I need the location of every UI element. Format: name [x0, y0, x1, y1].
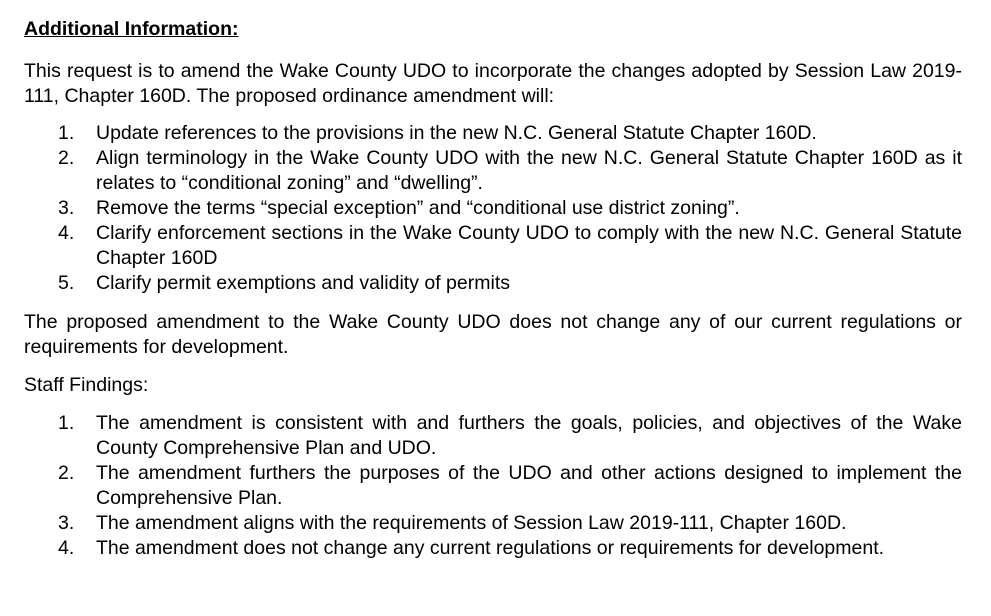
list-item	[24, 221, 962, 271]
section-heading: Additional Information:	[24, 18, 239, 40]
list-item-text: Remove the terms “special exception” and “conditional use district zoning”.	[96, 197, 740, 219]
list-item	[24, 411, 962, 461]
list-item	[24, 196, 962, 221]
list-item-text: The amendment aligns with the requirements of Session Law 2019-111, Chapter 160D.	[96, 512, 847, 534]
closing-paragraph: The proposed amendment to the Wake County UDO does not change any of our current regulations or requirements for development.	[24, 311, 962, 358]
list-item-number: 4.	[58, 537, 75, 559]
list-item-text: Align terminology in the Wake County UDO with the new N.C. General Statute Chapter 160D as it relates to “conditional zoning” and “dwelling”.	[96, 147, 962, 194]
list-item-number: 4.	[58, 222, 75, 244]
list-item-text: The amendment does not change any current regulations or requirements for development.	[96, 537, 885, 559]
list-item	[24, 461, 962, 511]
list-item	[24, 271, 962, 296]
list-item	[24, 536, 962, 561]
list-item-text: Clarify permit exemptions and validity of permits	[96, 272, 510, 294]
list-item-text: Update references to the provisions in the new N.C. General Statute Chapter 160D.	[96, 122, 817, 144]
amendment-list	[24, 121, 962, 296]
findings-list	[24, 411, 962, 561]
list-item-number: 3.	[58, 197, 75, 219]
list-item-text: Clarify enforcement sections in the Wake County UDO to comply with the new N.C. General Statute Chapter 160D	[96, 222, 962, 269]
list-item	[24, 511, 962, 536]
list-item-number: 2.	[58, 147, 75, 169]
list-item-number: 5.	[58, 272, 75, 294]
intro-paragraph: This request is to amend the Wake County UDO to incorporate the changes adopted by Session Law 2019-111, Chapter 160D. The proposed ordinance amendment will:	[24, 60, 962, 107]
list-item-number: 2.	[58, 462, 75, 484]
list-item	[24, 146, 962, 196]
list-item-number: 1.	[58, 412, 75, 434]
list-item-number: 3.	[58, 512, 75, 534]
list-item-text: The amendment is consistent with and furthers the goals, policies, and objectives of the Wake County Comprehensive Plan and UDO.	[96, 412, 962, 459]
document-page	[24, 17, 962, 561]
list-item-number: 1.	[58, 122, 75, 144]
list-item	[24, 121, 962, 146]
staff-findings-label: Staff Findings:	[24, 374, 149, 396]
list-item-text: The amendment furthers the purposes of the UDO and other actions designed to implement the Comprehensive Plan.	[96, 462, 962, 509]
